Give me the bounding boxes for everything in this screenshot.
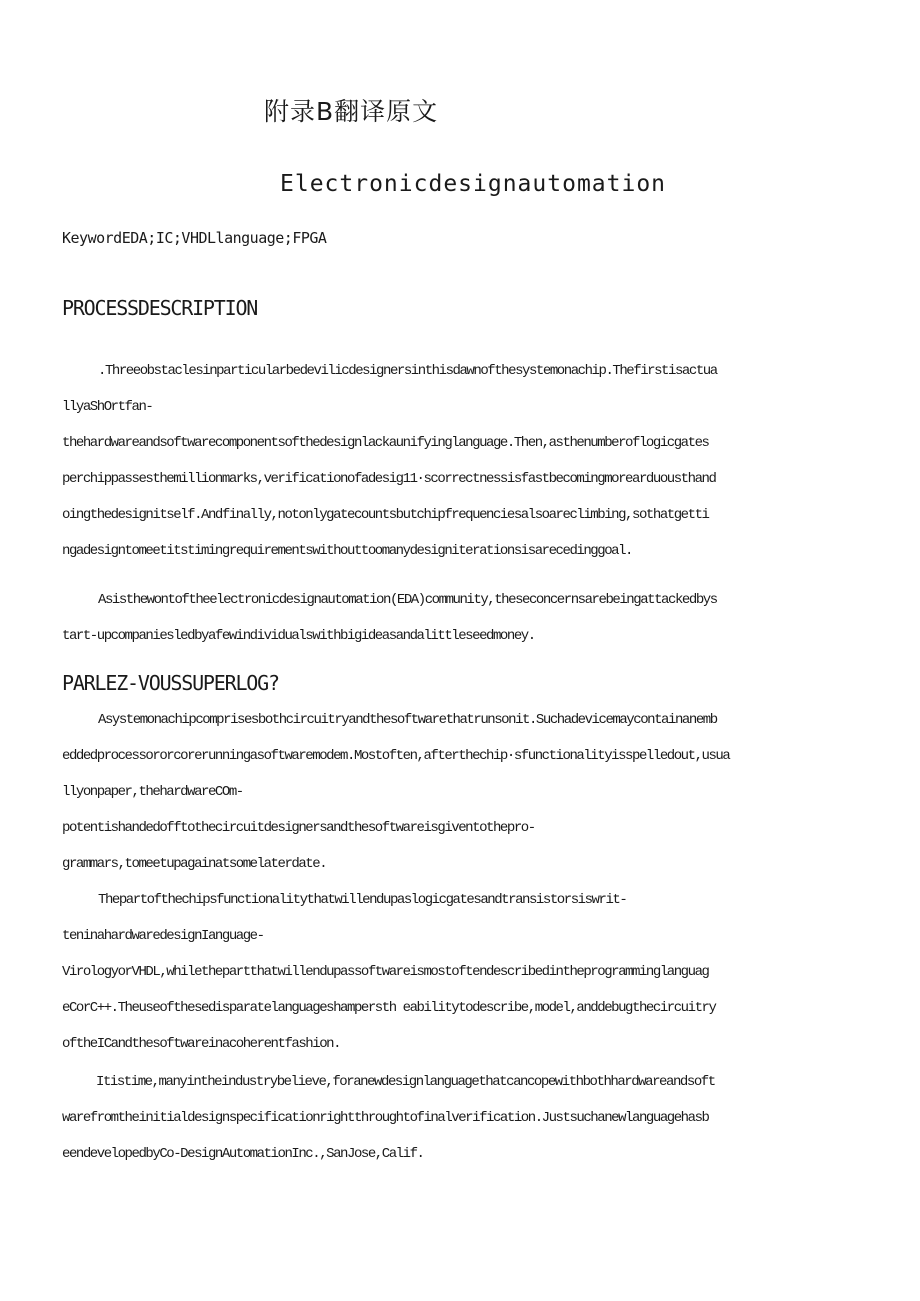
paragraph-line: llyaShOrtfan- — [62, 399, 153, 415]
paragraph-line: .Threeobstaclesinparticularbedevilicdesignersinthisdawnofthesystemonachip.Thefirstisactua — [98, 363, 717, 379]
paragraph-line: VirologyorVHDL,whilethepartthatwillendupassoftwareismostoftendescribedintheprogramminglanguag — [62, 964, 709, 980]
paragraph-line: thehardwareandsoftwarecomponentsofthedesignlackaunifyinglanguage.Then,asthenumberoflogicgates — [62, 435, 709, 451]
paragraph-line: Itistime,manyintheindustrybelieve,foranewdesignlanguagethatcancopewithbothhardwareandsoft — [96, 1074, 715, 1090]
paragraph — [62, 1064, 862, 1172]
paragraph-line: oftheICandthesoftwareinacoherentfashion. — [62, 1036, 341, 1052]
paragraph-line: teninahardwaredesignIanguage- — [62, 928, 264, 944]
paragraph-line: ngadesigntomeetitstimingrequirementswithouttoomanydesigniterationsisarecedinggoal. — [62, 543, 633, 559]
paragraph-line: Thepartofthechipsfunctionalitythatwillendupaslogicgatesandtransistorsiswrit- — [98, 892, 627, 908]
keywords-line: KeywordEDA;IC;VHDLlanguage;FPGA — [62, 229, 327, 247]
paragraph-line: tart-upcompaniesledbyafewindividualswithbigideasandalittleseedmoney. — [62, 628, 535, 644]
paragraph — [62, 882, 862, 1062]
appendix-heading: 附录B翻译原文 — [264, 97, 439, 126]
paragraph-line: perchippassesthemillionmarks,verificationofadesig11·scorrectnessisfastbecomingmorearduousthand — [62, 471, 716, 487]
paragraph-line: eendevelopedbyCo-DesignAutomationInc.,SanJose,Calif. — [62, 1146, 424, 1162]
section-heading-parlez-vous-superlog: PARLEZ-VOUSSUPERLOG? — [62, 671, 279, 695]
paragraph-line: Asisthewontoftheelectronicdesignautomation(EDA)community,theseconcernsarebeingattackedbys — [98, 592, 717, 608]
document-title: Electronicdesignautomation — [280, 171, 667, 197]
paragraph-line: grammars,tomeetupagainatsomelaterdate. — [62, 856, 327, 872]
paragraph-line: oingthedesignitself.Andfinally,notonlygatecountsbutchipfrequenciesalsoareclimbing,sothatgetti — [62, 507, 709, 523]
section-heading-process-description: PROCESSDESCRIPTION — [62, 296, 258, 320]
paragraph-line: warefromtheinitialdesignspecificationrightthroughtofinalverification.Justsuchanewlanguagehasb — [62, 1110, 709, 1126]
paragraph-line: eddedprocessororcorerunningasoftwaremodem.Mostoften,afterthechip·sfunctionalityisspelledout,usua — [62, 748, 730, 764]
paragraph-line: potentishandedofftothecircuitdesignersandthesoftwareisgiventothepro- — [62, 820, 535, 836]
paragraph-line: Asystemonachipcomprisesbothcircuitryandthesoftwarethatrunsonit.Suchadevicemaycontainanemb — [98, 712, 717, 728]
paragraph-line: llyonpaper,thehardwareCOm- — [62, 784, 243, 800]
paragraph — [62, 582, 862, 654]
paragraph — [62, 702, 862, 882]
paragraph-line: eCorC++.Theuseofthesedisparatelanguageshampersth eabilitytodescribe,model,anddebugthecircuitry — [62, 1000, 716, 1016]
paragraph — [62, 353, 862, 569]
